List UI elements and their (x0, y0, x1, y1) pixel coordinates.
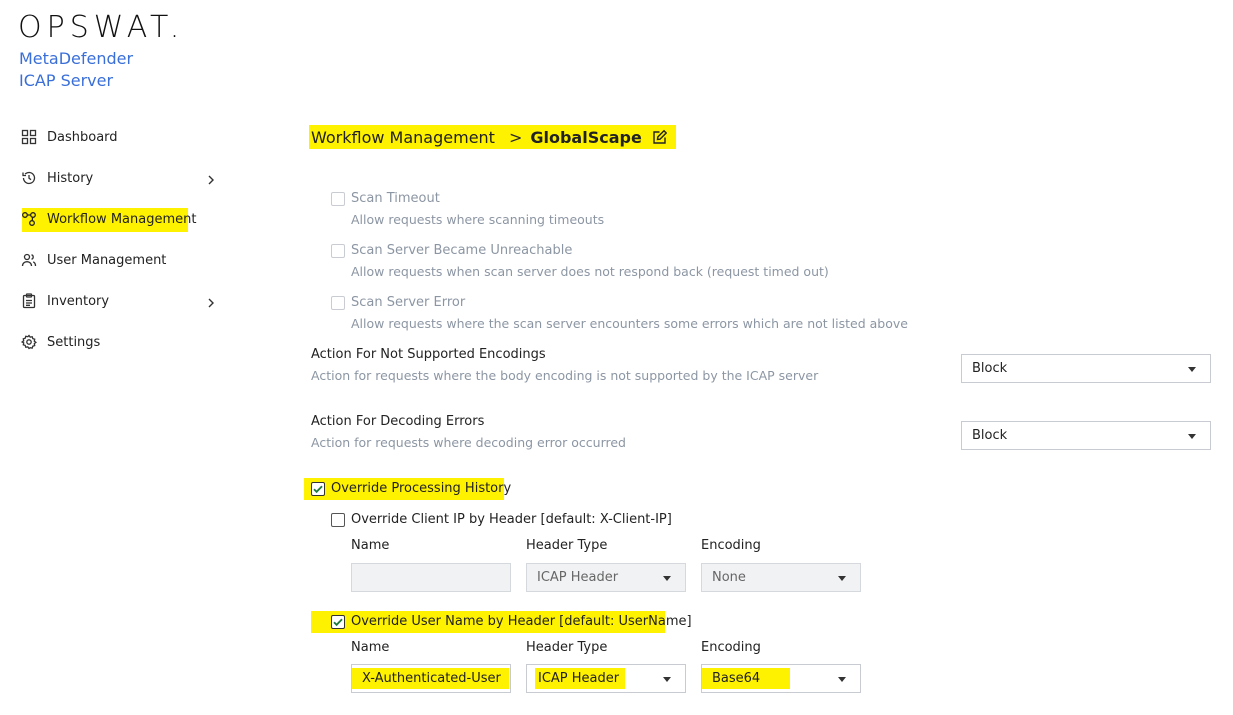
sidebar-item-label: History (47, 170, 94, 186)
user-name-encoding-select[interactable] (701, 664, 861, 693)
scan-timeout-title: Scan Timeout (351, 191, 440, 206)
opswat-logo: OPSWAT. (18, 10, 185, 45)
page-title: GlobalScape (530, 127, 642, 147)
user-name-header-type-label: Header Type (526, 640, 608, 655)
grid-icon (20, 128, 38, 146)
client-ip-name-input[interactable] (351, 563, 511, 592)
encodings-action-title: Action For Not Supported Encodings (311, 347, 546, 362)
client-ip-label: Override Client IP by Header [default: X-Client-IP] (351, 512, 672, 527)
sidebar-item-label: User Management (47, 252, 167, 268)
product-name (19, 48, 133, 92)
breadcrumb-separator: > (508, 127, 523, 147)
sidebar-item-history[interactable] (20, 167, 93, 189)
scan-unreachable-desc: Allow requests when scan server does not respond back (request timed out) (351, 264, 829, 279)
workflow-icon (20, 210, 38, 228)
sidebar-item-dashboard[interactable] (20, 126, 118, 148)
caret-down-icon (1188, 434, 1196, 439)
scan-error-desc: Allow requests where the scan server encounters some errors which are not listed above (351, 316, 908, 331)
scan-timeout-desc: Allow requests where scanning timeouts (351, 212, 605, 227)
scan-unreachable-title: Scan Server Became Unreachable (351, 243, 573, 258)
sidebar-item-label: Workflow Management (47, 211, 197, 227)
gear-icon (20, 333, 38, 351)
sidebar-item-user-management[interactable] (20, 249, 166, 271)
override-history-checkbox[interactable] (311, 482, 325, 496)
user-name-name-value: X-Authenticated-User (352, 668, 509, 689)
encodings-action-select[interactable] (961, 354, 1211, 383)
decoding-action-select[interactable] (961, 421, 1211, 450)
scan-unreachable-checkbox[interactable] (331, 244, 345, 258)
user-name-header-type-value: ICAP Header (535, 668, 625, 689)
client-ip-header-type-select[interactable] (526, 563, 686, 592)
user-name-encoding-label: Encoding (701, 640, 761, 655)
user-name-name-input[interactable] (351, 664, 511, 693)
users-icon (20, 251, 38, 269)
user-name-checkbox[interactable] (331, 615, 345, 629)
scan-error-checkbox[interactable] (331, 296, 345, 310)
product-name-line1: MetaDefender (19, 49, 134, 68)
breadcrumb (309, 125, 676, 149)
caret-down-icon (838, 576, 846, 581)
chevron-right-icon[interactable] (205, 297, 217, 309)
sidebar-item-label: Dashboard (47, 129, 118, 145)
sidebar-item-inventory[interactable] (20, 290, 109, 312)
caret-down-icon (1188, 367, 1196, 372)
client-ip-checkbox[interactable] (331, 513, 345, 527)
user-name-header-type-select[interactable] (526, 664, 686, 693)
user-name-label: Override User Name by Header [default: UserName] (351, 614, 692, 629)
caret-down-icon (663, 677, 671, 682)
client-ip-header-type-value: ICAP Header (537, 570, 619, 585)
clipboard-icon (20, 292, 38, 310)
scan-error-title: Scan Server Error (351, 295, 466, 310)
decoding-action-value: Block (972, 428, 1008, 443)
decoding-action-title: Action For Decoding Errors (311, 414, 485, 429)
edit-icon[interactable] (652, 129, 668, 145)
sidebar-item-workflow-management[interactable] (20, 208, 196, 230)
scan-timeout-checkbox[interactable] (331, 192, 345, 206)
check-icon (333, 617, 343, 627)
encodings-action-desc: Action for requests where the body encoding is not supported by the ICAP server (311, 368, 819, 383)
encodings-action-value: Block (972, 361, 1008, 376)
sidebar-item-label: Inventory (47, 293, 110, 309)
client-ip-encoding-value: None (712, 570, 746, 585)
user-name-name-label: Name (351, 640, 390, 655)
check-icon (313, 484, 323, 494)
client-ip-encoding-label: Encoding (701, 538, 761, 553)
history-icon (20, 169, 38, 187)
client-ip-name-label: Name (351, 538, 390, 553)
decoding-action-desc: Action for requests where decoding error occurred (311, 435, 626, 450)
chevron-right-icon[interactable] (205, 174, 217, 186)
user-name-encoding-value: Base64 (702, 668, 790, 689)
client-ip-encoding-select[interactable] (701, 563, 861, 592)
sidebar-item-label: Settings (47, 334, 101, 350)
client-ip-header-type-label: Header Type (526, 538, 608, 553)
caret-down-icon (838, 677, 846, 682)
override-history-label: Override Processing History (331, 481, 512, 496)
breadcrumb-parent[interactable]: Workflow Management (311, 127, 495, 147)
sidebar-item-settings[interactable] (20, 331, 100, 353)
caret-down-icon (663, 576, 671, 581)
product-name-line2: ICAP Server (19, 71, 114, 90)
